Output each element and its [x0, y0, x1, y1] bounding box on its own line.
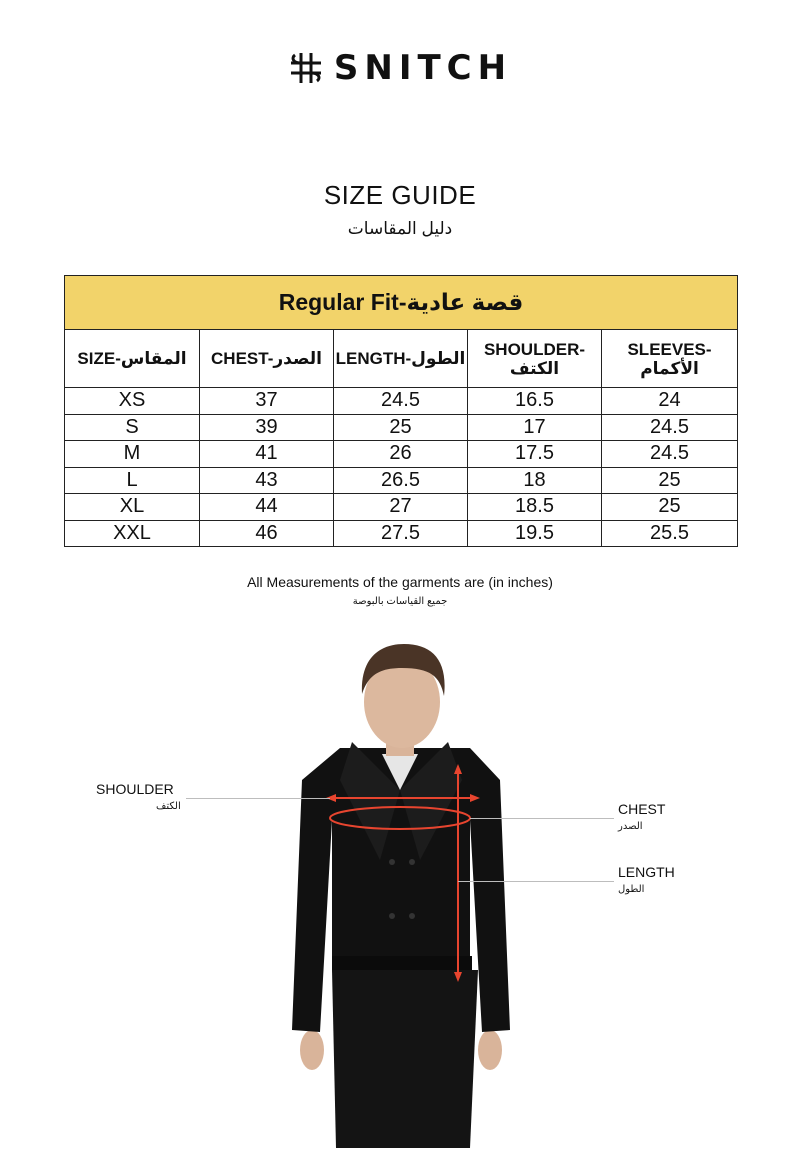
cell-chest: 46: [200, 520, 334, 547]
cell-length: 27: [334, 494, 468, 521]
cell-shoulder: 17: [468, 414, 602, 441]
cell-chest: 37: [200, 388, 334, 415]
column-header-chest: CHEST-الصدر: [200, 330, 334, 388]
cell-chest: 43: [200, 467, 334, 494]
page-title: SIZE GUIDE: [323, 180, 477, 210]
table-row: [65, 494, 738, 521]
cell-shoulder: 17.5: [468, 441, 602, 468]
column-header-length: LENGTH-الطول: [334, 330, 468, 388]
column-header-size: SIZE-المقاس: [65, 330, 200, 388]
cell-shoulder: 19.5: [468, 520, 602, 547]
page-subtitle-arabic: دليل المقاسات: [347, 219, 453, 238]
column-header-shoulder: SHOULDER- الكتف: [468, 330, 602, 388]
table-row: [65, 467, 738, 494]
cell-length: 26: [334, 441, 468, 468]
cell-shoulder: 18.5: [468, 494, 602, 521]
table-row: [65, 520, 738, 547]
cell-length: 27.5: [334, 520, 468, 547]
brand-name: SNITCH: [333, 48, 513, 88]
cell-size: L: [65, 467, 200, 494]
shoulder-label-arabic: الكتف: [156, 801, 181, 812]
cell-shoulder: 16.5: [468, 388, 602, 415]
model-figure: [0, 630, 800, 1148]
cell-sleeves: 25: [602, 494, 738, 521]
measurement-note: All Measurements of the garments are (in inches): [247, 574, 553, 590]
fit-label: Regular Fit-قصة عادية: [65, 276, 738, 330]
length-leader-line: [458, 881, 614, 882]
column-header-sleeves: SLEEVES- الأكمام: [602, 330, 738, 388]
length-label-arabic: الطول: [618, 884, 645, 895]
cell-sleeves: 25.5: [602, 520, 738, 547]
cell-size: XS: [65, 388, 200, 415]
hash-knot-icon: [288, 50, 324, 86]
measurement-note-arabic: جميع القياسات بالبوصة: [352, 596, 448, 607]
cell-shoulder: 18: [468, 467, 602, 494]
chest-label: CHEST: [618, 801, 666, 817]
cell-sleeves: 24.5: [602, 441, 738, 468]
cell-sleeves: 25: [602, 467, 738, 494]
table-row: [65, 414, 738, 441]
cell-size: XL: [65, 494, 200, 521]
cell-length: 25: [334, 414, 468, 441]
cell-sleeves: 24: [602, 388, 738, 415]
chest-label-arabic: الصدر: [618, 821, 643, 832]
shoulder-label: SHOULDER: [96, 781, 174, 797]
cell-chest: 41: [200, 441, 334, 468]
chest-leader-line: [470, 818, 614, 819]
cell-chest: 44: [200, 494, 334, 521]
cell-size: S: [65, 414, 200, 441]
cell-sleeves: 24.5: [602, 414, 738, 441]
table-row: [65, 388, 738, 415]
cell-length: 26.5: [334, 467, 468, 494]
cell-size: M: [65, 441, 200, 468]
cell-size: XXL: [65, 520, 200, 547]
table-row: [65, 441, 738, 468]
brand-logo: [0, 48, 800, 88]
cell-length: 24.5: [334, 388, 468, 415]
shoulder-leader-line: [186, 798, 330, 799]
length-label: LENGTH: [618, 864, 675, 880]
cell-chest: 39: [200, 414, 334, 441]
size-table: [64, 275, 738, 547]
model-illustration: [0, 630, 800, 1148]
